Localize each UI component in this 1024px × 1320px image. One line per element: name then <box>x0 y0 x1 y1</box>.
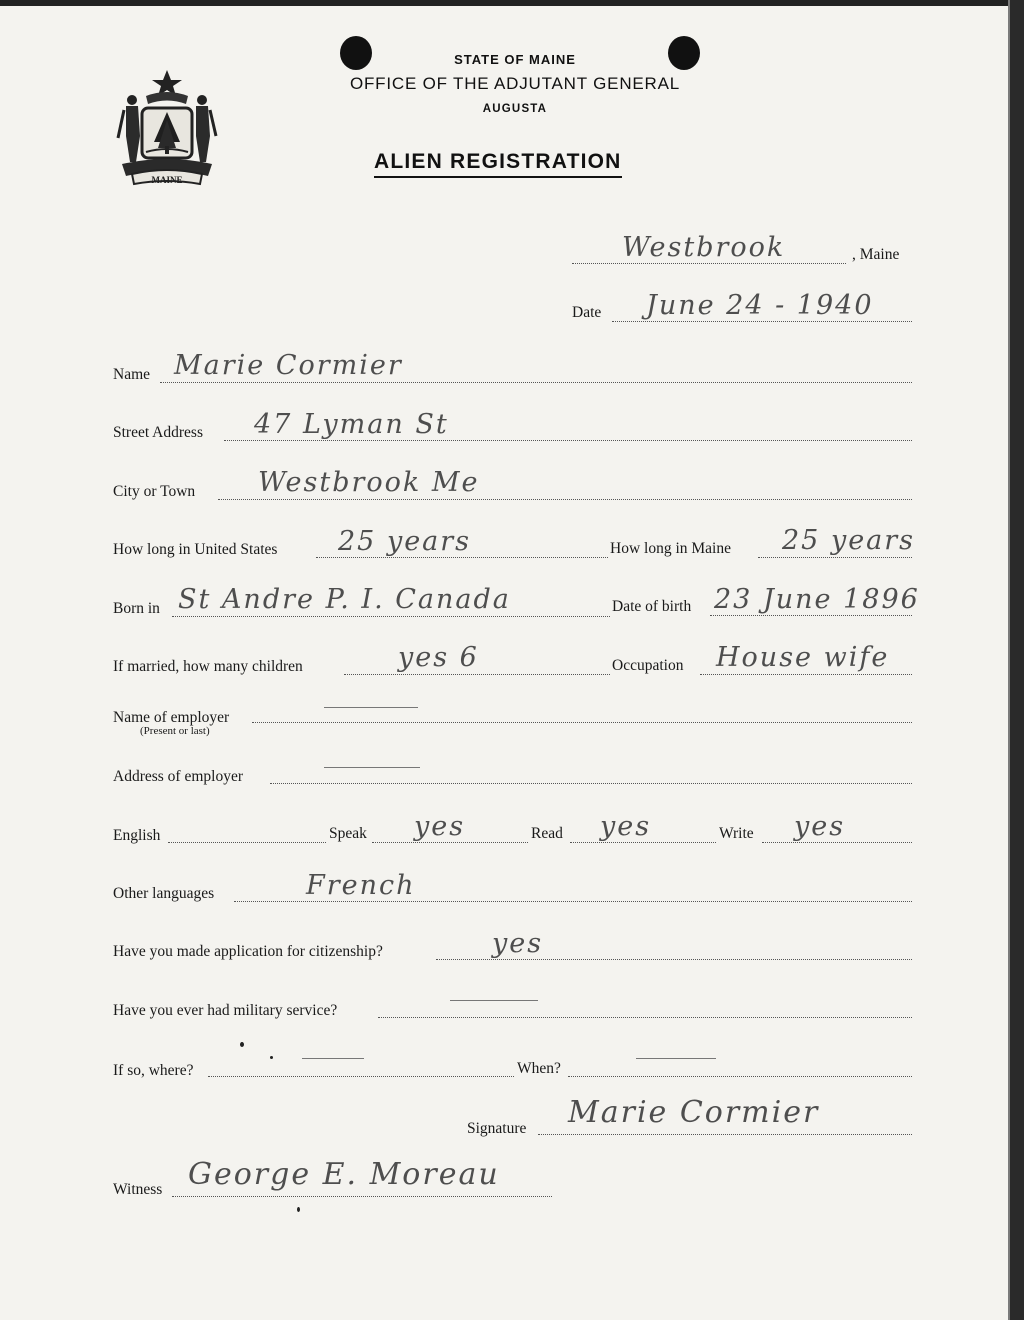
dob-value: 23 June 1896 <box>714 584 920 615</box>
occupation-value: House wife <box>716 642 890 673</box>
occupation-line <box>700 674 912 675</box>
occupation-label: Occupation <box>612 657 684 674</box>
when-dash-mark <box>636 1058 716 1059</box>
employer-address-label: Address of employer <box>113 768 243 785</box>
born-label: Born in <box>113 600 160 617</box>
read-label: Read <box>531 825 563 842</box>
other-languages-label: Other languages <box>113 885 215 902</box>
years-us-line <box>316 557 608 558</box>
street-label: Street Address <box>113 424 203 441</box>
date-value: June 24 - 1940 <box>646 290 874 321</box>
where-dash-mark <box>302 1058 364 1059</box>
scan-edge-right-line <box>1008 0 1010 1320</box>
born-value: St Andre P. I. Canada <box>178 584 511 615</box>
scan-edge-right <box>1010 0 1024 1320</box>
city-value: Westbrook Me <box>258 467 480 498</box>
signature-line <box>538 1134 912 1135</box>
city-label: City or Town <box>113 483 196 500</box>
header-city: AUGUSTA <box>482 103 548 115</box>
ink-speck <box>297 1207 300 1212</box>
ink-speck <box>270 1056 273 1059</box>
header-office: OFFICE OF THE ADJUTANT GENERAL <box>349 74 681 93</box>
svg-text:MAINE: MAINE <box>151 175 183 185</box>
military-line <box>378 1017 912 1018</box>
employer-line <box>252 722 912 723</box>
other-languages-line <box>234 901 912 902</box>
dob-label: Date of birth <box>612 598 692 615</box>
write-label: Write <box>719 825 754 842</box>
children-line <box>344 674 610 675</box>
years-maine-value: 25 years <box>782 525 916 556</box>
where-label: If so, where? <box>113 1062 194 1079</box>
employer-address-dash-mark <box>324 767 420 768</box>
when-label: When? <box>517 1060 561 1077</box>
write-value: yes <box>794 811 846 842</box>
write-line <box>762 842 912 843</box>
signature-label: Signature <box>467 1120 527 1137</box>
witness-value: George E. Moreau <box>188 1157 500 1192</box>
military-label: Have you ever had military service? <box>113 1002 338 1019</box>
children-value: yes 6 <box>398 642 479 673</box>
speak-value: yes <box>414 811 466 842</box>
city-line <box>218 499 912 500</box>
when-line <box>568 1076 912 1077</box>
english-line <box>168 842 326 843</box>
date-line <box>612 321 912 322</box>
speak-label: Speak <box>329 825 367 842</box>
name-value: Marie Cormier <box>174 350 403 381</box>
maine-state-seal <box>112 66 222 192</box>
employer-address-line <box>270 783 912 784</box>
years-maine-line <box>758 557 912 558</box>
employer-label: Name of employer <box>113 709 230 726</box>
signature-value: Marie Cormier <box>568 1095 820 1130</box>
born-line <box>172 616 610 617</box>
location-suffix: , Maine <box>852 246 900 263</box>
years-us-value: 25 years <box>338 526 472 557</box>
form-title: ALIEN REGISTRATION <box>374 150 622 178</box>
street-line <box>224 440 912 441</box>
employer-note: (Present or last) <box>140 725 210 737</box>
read-value: yes <box>600 811 652 842</box>
date-label: Date <box>572 304 602 321</box>
name-line <box>160 382 912 383</box>
children-label: If married, how many children <box>113 658 303 675</box>
years-maine-label: How long in Maine <box>610 540 731 557</box>
witness-label: Witness <box>113 1181 163 1198</box>
header-state: STATE OF MAINE <box>454 52 576 67</box>
citizenship-label: Have you made application for citizenship? <box>113 943 383 960</box>
witness-line <box>172 1196 552 1197</box>
name-label: Name <box>113 366 151 383</box>
location-value: Westbrook <box>622 232 786 263</box>
speak-line <box>372 842 528 843</box>
ink-speck <box>240 1042 244 1047</box>
other-languages-value: French <box>306 870 416 901</box>
scan-edge-top <box>0 0 1024 6</box>
street-value: 47 Lyman St <box>254 409 449 440</box>
military-dash-mark <box>450 1000 538 1001</box>
employer-dash-mark <box>324 707 418 708</box>
read-line <box>570 842 716 843</box>
where-line <box>208 1076 514 1077</box>
citizenship-line <box>436 959 912 960</box>
dob-line <box>710 615 912 616</box>
citizenship-value: yes <box>492 928 544 959</box>
years-us-label: How long in United States <box>113 541 278 558</box>
location-line <box>572 263 846 264</box>
english-label: English <box>113 827 161 844</box>
